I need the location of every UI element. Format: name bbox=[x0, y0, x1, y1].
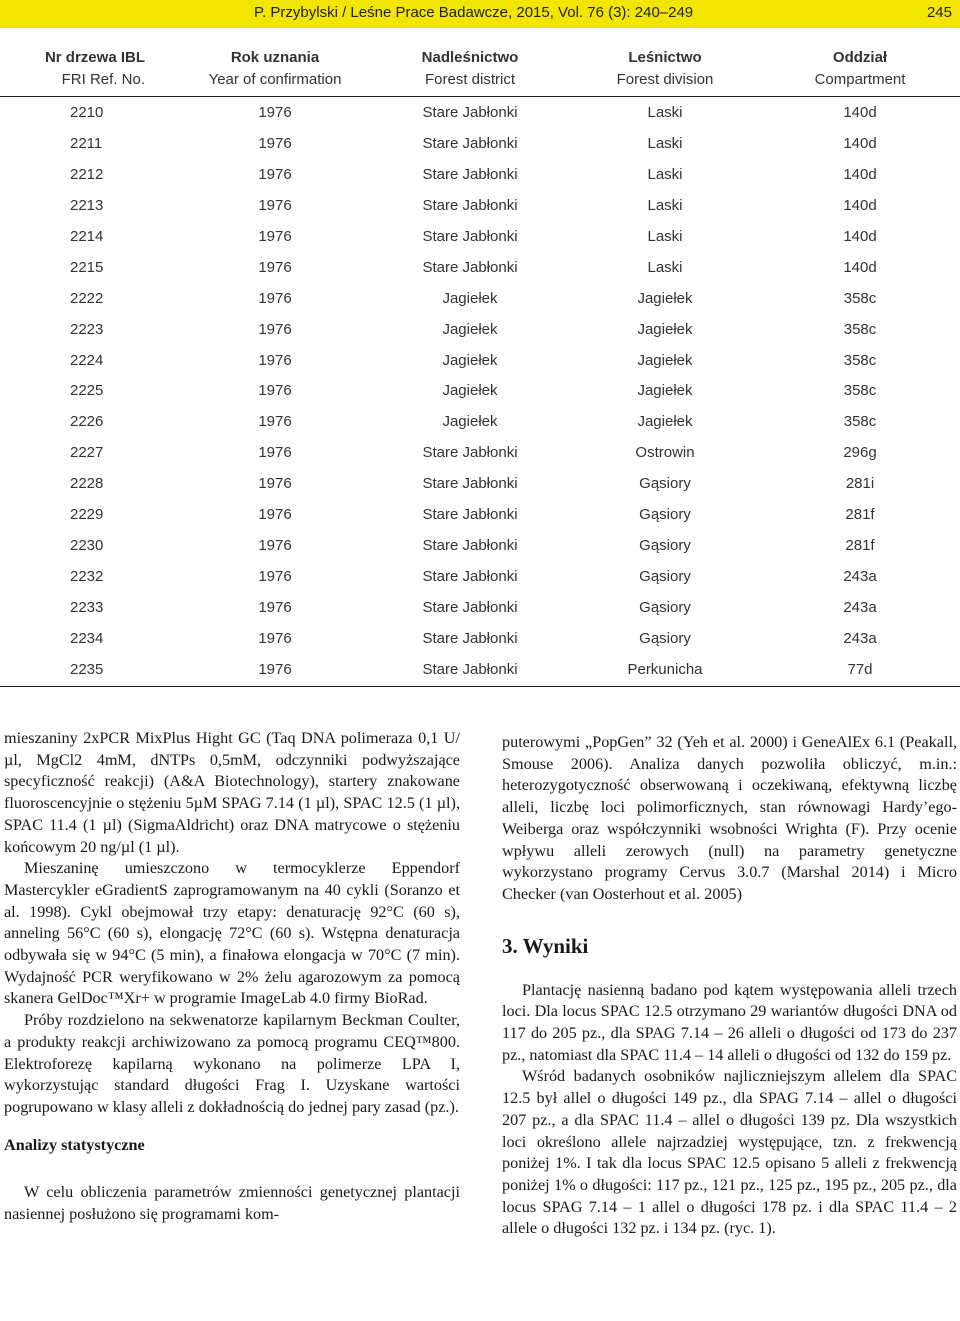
cell-compartment: 281f bbox=[845, 506, 875, 524]
table-header-rule bbox=[0, 96, 960, 97]
section-heading-results: 3. Wyniki bbox=[502, 933, 589, 958]
table-row bbox=[0, 99, 960, 130]
cell-compartment: 358c bbox=[843, 413, 877, 431]
table-row bbox=[0, 594, 960, 625]
cell-forest-district: Stare Jabłonki bbox=[422, 196, 518, 214]
cell-year: 1976 bbox=[258, 196, 292, 214]
cell-tree-no: 2235 bbox=[70, 660, 104, 678]
cell-tree-no: 2214 bbox=[70, 227, 104, 245]
cell-forest-district: Jagiełek bbox=[442, 289, 498, 307]
cell-year: 1976 bbox=[258, 660, 292, 678]
cell-forest-district: Jagiełek bbox=[442, 382, 498, 400]
cell-forest-district: Stare Jabłonki bbox=[422, 629, 518, 647]
col-header-year-en: Year of confirmation bbox=[208, 71, 342, 88]
cell-forest-district: Stare Jabłonki bbox=[422, 660, 518, 678]
cell-forest-district: Jagiełek bbox=[442, 351, 498, 369]
table-row bbox=[0, 316, 960, 347]
cell-compartment: 243a bbox=[843, 599, 877, 616]
cell-forest-district: Stare Jabłonki bbox=[422, 444, 518, 462]
table-header-row-polish bbox=[0, 49, 960, 71]
cell-forest-division: Laski bbox=[647, 104, 683, 121]
cell-forest-division: Jagiełek bbox=[637, 320, 693, 338]
table-row bbox=[0, 192, 960, 223]
cell-year: 1976 bbox=[258, 227, 292, 245]
cell-year: 1976 bbox=[258, 104, 292, 121]
cell-forest-division: Gąsiory bbox=[639, 568, 691, 586]
table-row bbox=[0, 161, 960, 192]
col-header-forest-division-en: Forest division bbox=[616, 71, 714, 88]
cell-forest-district: Stare Jabłonki bbox=[422, 537, 518, 555]
cell-year: 1976 bbox=[258, 165, 292, 183]
col-header-compartment: Oddział bbox=[832, 49, 888, 66]
cell-tree-no: 2226 bbox=[70, 413, 104, 431]
cell-forest-division: Jagiełek bbox=[637, 289, 693, 307]
table-row bbox=[0, 532, 960, 563]
col-header-year: Rok uznania bbox=[230, 49, 320, 66]
table-row bbox=[0, 625, 960, 656]
cell-compartment: 140d bbox=[843, 134, 877, 152]
cell-tree-no: 2234 bbox=[70, 629, 104, 647]
cell-compartment: 281i bbox=[845, 475, 875, 493]
cell-compartment: 140d bbox=[843, 258, 877, 276]
paragraph-results-loci: Plantację nasienną badano pod kątem występowania alleli trzech loci. Dla locus SPAC 12.5 otrzymano 29 wariantów długości DNA od 117 do 205 pz., dla SPAG 7.14 – 26 alleli o długości od 173 do 237 pz., natomiast dla SPAC 11.4 – 14 alleli o długości od 132 do 159 pz. bbox=[502, 980, 957, 1064]
cell-forest-division: Gąsiory bbox=[639, 506, 691, 524]
cell-compartment: 140d bbox=[843, 165, 877, 183]
table-row bbox=[0, 130, 960, 161]
table-row bbox=[0, 347, 960, 378]
cell-compartment: 243a bbox=[843, 568, 877, 586]
cell-forest-district: Stare Jabłonki bbox=[422, 568, 518, 586]
paragraph-sequencing: Próby rozdzielono na sekwenatorze kapilarnym Beckman Coulter, a produkty reakcji archiwizowano za pomocą programu CEQ™800. Elektroforezę kapilarną wykonano na polimerze LPA I, wykorzystując standard długości Frag I. Uzyskane wartości pogrupowano w klasy alleli z dokładnością do jednej pary zasad (pz.). bbox=[4, 1011, 460, 1116]
cell-forest-district: Stare Jabłonki bbox=[422, 258, 518, 276]
cell-tree-no: 2230 bbox=[70, 537, 104, 555]
cell-tree-no: 2228 bbox=[70, 475, 104, 493]
cell-forest-division: Gąsiory bbox=[639, 537, 691, 555]
cell-forest-district: Stare Jabłonki bbox=[422, 475, 518, 493]
paragraph-statistics: W celu obliczenia parametrów zmienności genetycznej plantacji nasiennej posłużono się programami kom- bbox=[4, 1183, 460, 1224]
cell-compartment: 281f bbox=[845, 537, 875, 555]
right-text-column bbox=[502, 732, 957, 1240]
cell-year: 1976 bbox=[258, 289, 292, 307]
cell-tree-no: 2213 bbox=[70, 196, 104, 214]
page-number: 245 bbox=[926, 4, 952, 21]
cell-compartment: 358c bbox=[843, 382, 877, 400]
cell-forest-district: Jagiełek bbox=[442, 413, 498, 431]
left-text-column bbox=[4, 728, 460, 1226]
cell-forest-division: Laski bbox=[647, 165, 683, 183]
cell-tree-no: 2223 bbox=[70, 320, 104, 338]
table-body bbox=[0, 99, 960, 687]
cell-forest-division: Perkunicha bbox=[627, 660, 703, 678]
cell-forest-division: Ostrowin bbox=[635, 444, 695, 462]
cell-compartment: 140d bbox=[843, 196, 877, 214]
cell-forest-district: Jagiełek bbox=[442, 320, 498, 338]
cell-forest-division: Laski bbox=[647, 134, 683, 152]
table-row bbox=[0, 470, 960, 501]
cell-tree-no: 2212 bbox=[70, 165, 104, 183]
cell-tree-no: 2211 bbox=[70, 134, 103, 152]
paragraph-pcr-mix: mieszaniny 2xPCR MixPlus Hight GC (Taq DNA polimeraza 0,1 U/µl, MgCl2 4mM, dNTPs 0,5mM, odczynniki podwyższające specyficzność reakcji) (A&A Biotechnology), startery znakowane fluoroscencyjnie o stężeniu 5µM SPAG 7.14 (1 µl), SPAC 12.5 (1 µl), SPAC 11.4 (1 µl) (SigmaAldricht) oraz DNA matrycowe o stężeniu końcowym 20 ng/µl (1 µl). bbox=[4, 729, 460, 856]
cell-year: 1976 bbox=[258, 320, 292, 338]
col-header-forest-district: Nadleśnictwo bbox=[421, 49, 519, 66]
cell-year: 1976 bbox=[258, 599, 292, 616]
cell-compartment: 296g bbox=[843, 444, 877, 462]
table-row bbox=[0, 501, 960, 532]
col-header-compartment-en: Compartment bbox=[814, 71, 906, 88]
cell-year: 1976 bbox=[258, 351, 292, 369]
cell-forest-division: Jagiełek bbox=[637, 351, 693, 369]
table-row bbox=[0, 563, 960, 594]
cell-year: 1976 bbox=[258, 629, 292, 647]
cell-compartment: 358c bbox=[843, 320, 877, 338]
running-header-citation: P. Przybylski / Leśne Prace Badawcze, 2015, Vol. 76 (3): 240–249 bbox=[254, 4, 694, 21]
cell-year: 1976 bbox=[258, 506, 292, 524]
table-row bbox=[0, 377, 960, 408]
cell-compartment: 243a bbox=[843, 629, 877, 647]
cell-forest-division: Laski bbox=[647, 258, 683, 276]
cell-forest-division: Gąsiory bbox=[639, 629, 691, 647]
cell-forest-division: Laski bbox=[647, 227, 683, 245]
table-row bbox=[0, 408, 960, 439]
cell-year: 1976 bbox=[258, 475, 292, 493]
cell-forest-district: Stare Jabłonki bbox=[422, 227, 518, 245]
cell-tree-no: 2215 bbox=[70, 258, 104, 276]
cell-tree-no: 2229 bbox=[70, 506, 104, 524]
cell-forest-district: Stare Jabłonki bbox=[422, 134, 518, 152]
cell-year: 1976 bbox=[258, 444, 292, 462]
cell-tree-no: 2224 bbox=[70, 351, 104, 369]
col-header-tree-no-en: FRI Ref. No. bbox=[61, 71, 145, 88]
cell-compartment: 140d bbox=[843, 104, 877, 121]
cell-forest-division: Gąsiory bbox=[639, 599, 691, 616]
cell-tree-no: 2233 bbox=[70, 599, 104, 616]
cell-compartment: 358c bbox=[843, 351, 877, 369]
table-row bbox=[0, 285, 960, 316]
cell-tree-no: 2222 bbox=[70, 289, 104, 307]
cell-forest-division: Jagiełek bbox=[637, 413, 693, 431]
cell-forest-district: Stare Jabłonki bbox=[422, 165, 518, 183]
cell-forest-district: Stare Jabłonki bbox=[422, 599, 518, 616]
paragraph-software: puterowymi „PopGen” 32 (Yeh et al. 2000) i GeneAlEx 6.1 (Peakall, Smouse 2006). Analiza danych pozwoliła obliczyć, m.in.: heterozygotyczność obserwowaną i oczekiwaną, efektywną liczbę alleli, liczbę loci polimorficznych, stan równowagi Hardy’ego-Weiberga oraz współczynniki wsobności Wrighta (F). Przy ocenie wpływu alleli zerowych (null) na parametry genetyczne wykorzystano programy Cervus 3.0.7 (Marshal 2014) i Micro Checker (van Oosterhout et al. 2005) bbox=[502, 733, 957, 903]
paragraph-results-alleles: Wśród badanych osobników najliczniejszym allelem dla SPAC 12.5 był allel o długości 149 pz., dla SPAG 7.14 – allel o długości 207 pz., a dla SPAC 11.4 – allel o długości 139 pz. Dla wszystkich loci określono allele najrzadziej występujące, tzn. z frekwencją poniżej 1%. I tak dla locus SPAC 12.5 opisano 5 alleli z frekwencją poniżej 1% o długości: 117 pz., 121 pz., 125 pz., 195 pz., 205 pz., dla locus SPAG 7.14 – 1 allel o długości 178 pz. i dla SPAC 11.4 – 2 allele o długości 132 pz. i 134 pz. (ryc. 1). bbox=[502, 1067, 957, 1238]
cell-year: 1976 bbox=[258, 258, 292, 276]
cell-compartment: 358c bbox=[843, 289, 877, 307]
col-header-forest-district-en: Forest district bbox=[424, 71, 515, 88]
table-row bbox=[0, 254, 960, 285]
table-row bbox=[0, 656, 960, 687]
cell-tree-no: 2225 bbox=[70, 382, 104, 400]
cell-year: 1976 bbox=[258, 568, 292, 586]
tree-register-table bbox=[0, 49, 960, 678]
cell-forest-district: Stare Jabłonki bbox=[422, 506, 518, 524]
cell-compartment: 77d bbox=[847, 660, 873, 678]
table-row bbox=[0, 439, 960, 470]
table-row bbox=[0, 223, 960, 254]
table-header-row-english bbox=[0, 71, 960, 93]
table-bottom-rule bbox=[0, 686, 960, 687]
cell-year: 1976 bbox=[258, 134, 292, 152]
section-heading-statistics: Analizy statystyczne bbox=[4, 1135, 145, 1154]
cell-tree-no: 2210 bbox=[70, 104, 104, 121]
cell-compartment: 140d bbox=[843, 227, 877, 245]
paragraph-thermocycler: Mieszaninę umieszczono w termocyklerze Eppendorf Mastercykler eGradientS zaprogramowanym na 40 cykli (Soranzo et al. 1998). Cykl obejmował trzy etapy: denaturację 92°C (60 s), anneling 56°C (60 s), elongację 72°C (60 s). Wstępna denaturacja odbywała się w 94°C (5 min), a finałowa elongacja w 70°C (7 min). Wydajność PCR weryfikowano w 2% żelu agarozowym za pomocą skanera GelDoc™Xr+ w programie ImageLab 4.0 firmy BioRad. bbox=[4, 859, 460, 1008]
cell-forest-division: Jagiełek bbox=[637, 382, 693, 400]
cell-year: 1976 bbox=[258, 537, 292, 555]
cell-tree-no: 2232 bbox=[70, 568, 104, 586]
col-header-forest-division: Leśnictwo bbox=[628, 49, 702, 66]
cell-forest-division: Laski bbox=[647, 196, 683, 214]
cell-year: 1976 bbox=[258, 413, 292, 431]
cell-tree-no: 2227 bbox=[70, 444, 104, 462]
cell-year: 1976 bbox=[258, 382, 292, 400]
col-header-tree-no: Nr drzewa IBL bbox=[44, 49, 145, 66]
cell-forest-division: Gąsiory bbox=[639, 475, 691, 493]
cell-forest-district: Stare Jabłonki bbox=[422, 104, 518, 121]
